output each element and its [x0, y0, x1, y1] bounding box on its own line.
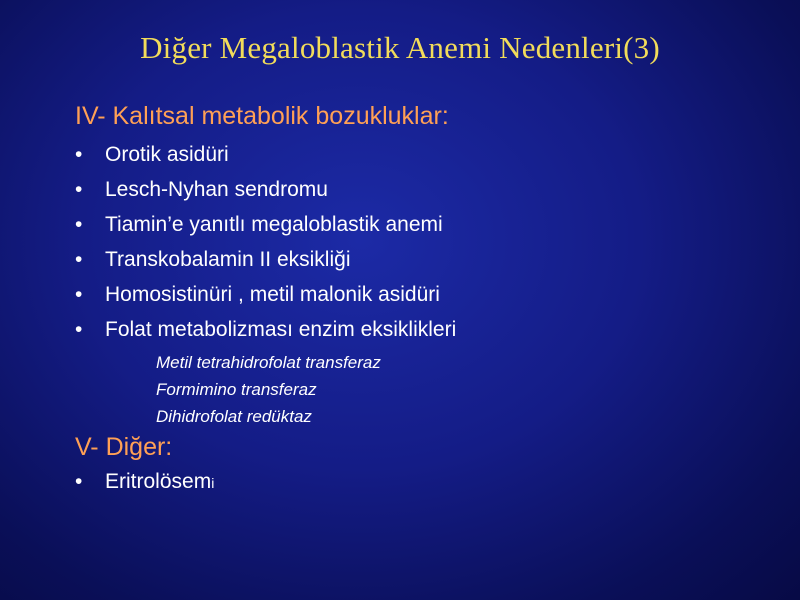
- bullet-text: Homosistinüri , metil malonik asidüri: [105, 283, 440, 306]
- sub-item: Dihidrofolat redüktaz: [156, 407, 312, 426]
- bullet-item: [75, 178, 328, 202]
- bullet-item: [75, 213, 443, 237]
- slide-title: Diğer Megaloblastik Anemi Nedenleri(3): [140, 30, 660, 65]
- bullet-text: Folat metabolizması enzim eksiklikleri: [105, 318, 457, 341]
- bullet-text-tail: i: [211, 475, 215, 491]
- bullet-item: [75, 248, 350, 272]
- bullet-item: [75, 318, 456, 342]
- section-heading-other: V- Diğer:: [75, 433, 173, 461]
- bullet-text: Orotik asidüri: [105, 143, 229, 166]
- bullet-item: [75, 470, 214, 494]
- bullet-text: Eritrolösem: [105, 470, 212, 493]
- bullet-icon: •: [75, 283, 83, 306]
- sub-item: Metil tetrahidrofolat transferaz: [156, 353, 381, 372]
- bullet-text: Lesch-Nyhan sendromu: [105, 178, 328, 201]
- bullet-text: Tiamin’e yanıtlı megaloblastik anemi: [105, 213, 443, 236]
- bullet-icon: •: [75, 213, 83, 236]
- bullet-icon: •: [75, 143, 83, 166]
- section-heading-inherited-disorders: IV- Kalıtsal metabolik bozukluklar:: [75, 102, 449, 130]
- bullet-icon: •: [75, 470, 83, 493]
- bullet-icon: •: [75, 178, 83, 201]
- bullet-icon: •: [75, 318, 83, 341]
- bullet-icon: •: [75, 248, 83, 271]
- bullet-item: [75, 283, 440, 307]
- bullet-item: [75, 143, 229, 167]
- sub-item: Formimino transferaz: [156, 380, 317, 399]
- bullet-text: Transkobalamin II eksikliği: [105, 248, 351, 271]
